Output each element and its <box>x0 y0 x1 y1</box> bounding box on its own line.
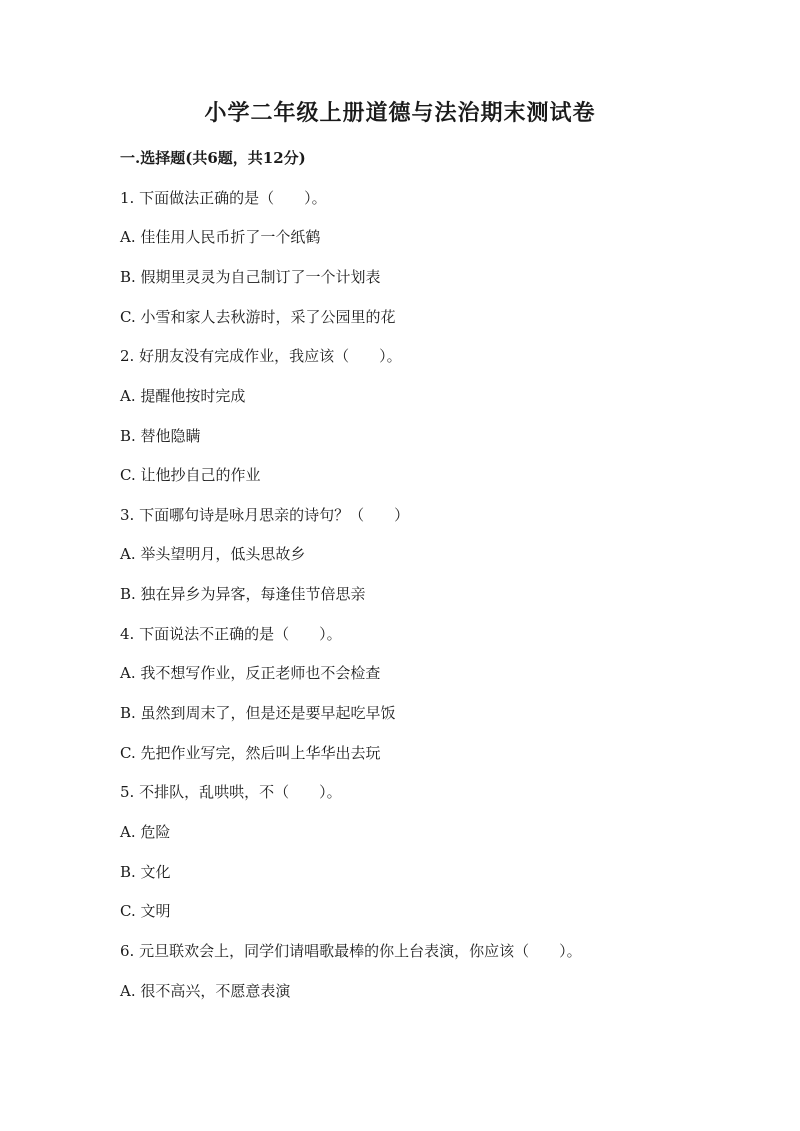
page-title: 小学二年级上册道德与法治期末测试卷 <box>204 100 596 126</box>
question-option: A. 举头望明月，低头思故乡 <box>120 545 306 563</box>
question-option: A. 佳佳用人民币折了一个纸鹤 <box>120 228 321 246</box>
question-option: A. 危险 <box>120 823 171 841</box>
question-option: B. 独在异乡为异客，每逢佳节倍思亲 <box>120 585 366 603</box>
question-stem: 6. 元旦联欢会上，同学们请唱歌最棒的你上台表演，你应该（ ）。 <box>120 942 582 960</box>
question-option: C. 让他抄自己的作业 <box>120 466 261 484</box>
question-option: B. 文化 <box>120 863 171 881</box>
question-option: C. 先把作业写完，然后叫上华华出去玩 <box>120 744 381 762</box>
question-option: A. 提醒他按时完成 <box>120 387 246 405</box>
question-option: B. 虽然到周末了，但是还是要早起吃早饭 <box>120 704 396 722</box>
question-option: A. 很不高兴，不愿意表演 <box>120 982 291 1000</box>
question-option: B. 假期里灵灵为自己制订了一个计划表 <box>120 268 381 286</box>
section-heading: 一.选择题(共6题，共12分) <box>120 149 306 167</box>
question-stem: 4. 下面说法不正确的是（ ）。 <box>120 625 342 643</box>
question-stem: 1. 下面做法正确的是（ ）。 <box>120 189 327 207</box>
question-stem: 3. 下面哪句诗是咏月思亲的诗句？（ ） <box>120 506 410 524</box>
question-option: C. 小雪和家人去秋游时，采了公园里的花 <box>120 308 396 326</box>
question-option: C. 文明 <box>120 902 171 920</box>
question-option: A. 我不想写作业，反正老师也不会检查 <box>120 664 381 682</box>
question-stem: 5. 不排队，乱哄哄，不（ ）。 <box>120 783 342 801</box>
question-stem: 2. 好朋友没有完成作业，我应该（ ）。 <box>120 347 402 365</box>
question-option: B. 替他隐瞒 <box>120 427 201 445</box>
